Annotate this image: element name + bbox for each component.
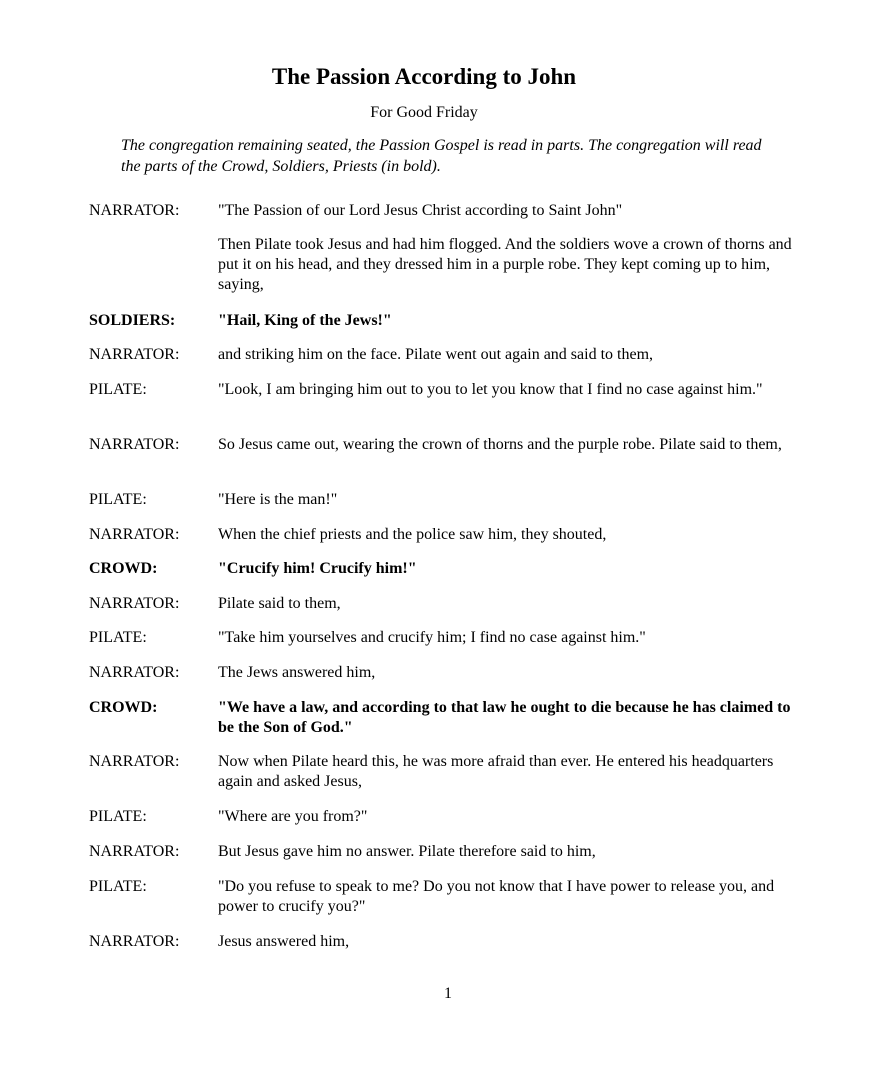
speaker-label: PILATE: (89, 629, 147, 646)
speech-text: Then Pilate took Jesus and had him flogged. And the soldiers wove a crown of thorns and put it on his head, and they dressed him in a purple robe. They kept coming up to him, saying, (218, 236, 792, 293)
speaker-label: SOLDIERS: (89, 312, 176, 329)
speaker-label: NARRATOR: (89, 346, 180, 363)
speaker-label: NARRATOR: (89, 436, 180, 453)
speech-text: "We have a law, and according to that law he ought to die because he has claimed to be the Son of God." (218, 699, 791, 736)
speech-text: "Do you refuse to speak to me? Do you not know that I have power to release you, and power to crucify you?" (218, 878, 775, 915)
speech-text: "Hail, King of the Jews!" (218, 312, 392, 329)
speech-text: "Look, I am bringing him out to you to let you know that I find no case against him." (218, 381, 763, 398)
page-title: The Passion According to John (271, 64, 577, 89)
speech-text: "Where are you from?" (218, 808, 368, 825)
speech-text: When the chief priests and the police saw him, they shouted, (218, 526, 607, 543)
speaker-label: NARRATOR: (89, 595, 180, 612)
speaker-label: NARRATOR: (89, 843, 180, 860)
speaker-label: PILATE: (89, 808, 147, 825)
speech-text: "The Passion of our Lord Jesus Christ according to Saint John" (218, 202, 623, 219)
speech-text: Pilate said to them, (218, 595, 341, 612)
speech-text: "Here is the man!" (218, 491, 338, 508)
speech-text: So Jesus came out, wearing the crown of thorns and the purple robe. Pilate said to them, (218, 436, 782, 453)
speech-text: and striking him on the face. Pilate went out again and said to them, (218, 346, 654, 363)
speaker-label: CROWD: (89, 560, 158, 577)
speaker-label: NARRATOR: (89, 526, 180, 543)
speech-text: Now when Pilate heard this, he was more afraid than ever. He entered his headquarters again and asked Jesus, (218, 753, 774, 790)
speaker-label: PILATE: (89, 381, 147, 398)
instructions: The congregation remaining seated, the Passion Gospel is read in parts. The congregation will read the parts of the Crowd, Soldiers, Priests (in bold). (121, 137, 762, 175)
speaker-label: CROWD: (89, 699, 158, 716)
speaker-label: NARRATOR: (89, 933, 180, 950)
speaker-label: PILATE: (89, 878, 147, 895)
speaker-label: NARRATOR: (89, 753, 180, 770)
speech-text: "Crucify him! Crucify him!" (218, 560, 417, 577)
page-subtitle: For Good Friday (370, 104, 478, 121)
speaker-label: NARRATOR: (89, 664, 180, 681)
speaker-label: NARRATOR: (89, 202, 180, 219)
speech-text: "Take him yourselves and crucify him; I find no case against him." (218, 629, 646, 646)
speech-text: But Jesus gave him no answer. Pilate therefore said to him, (218, 843, 596, 860)
speaker-label: PILATE: (89, 491, 147, 508)
page-number: 1 (444, 985, 452, 1002)
speech-text: Jesus answered him, (218, 933, 350, 950)
speech-text: The Jews answered him, (218, 664, 376, 681)
